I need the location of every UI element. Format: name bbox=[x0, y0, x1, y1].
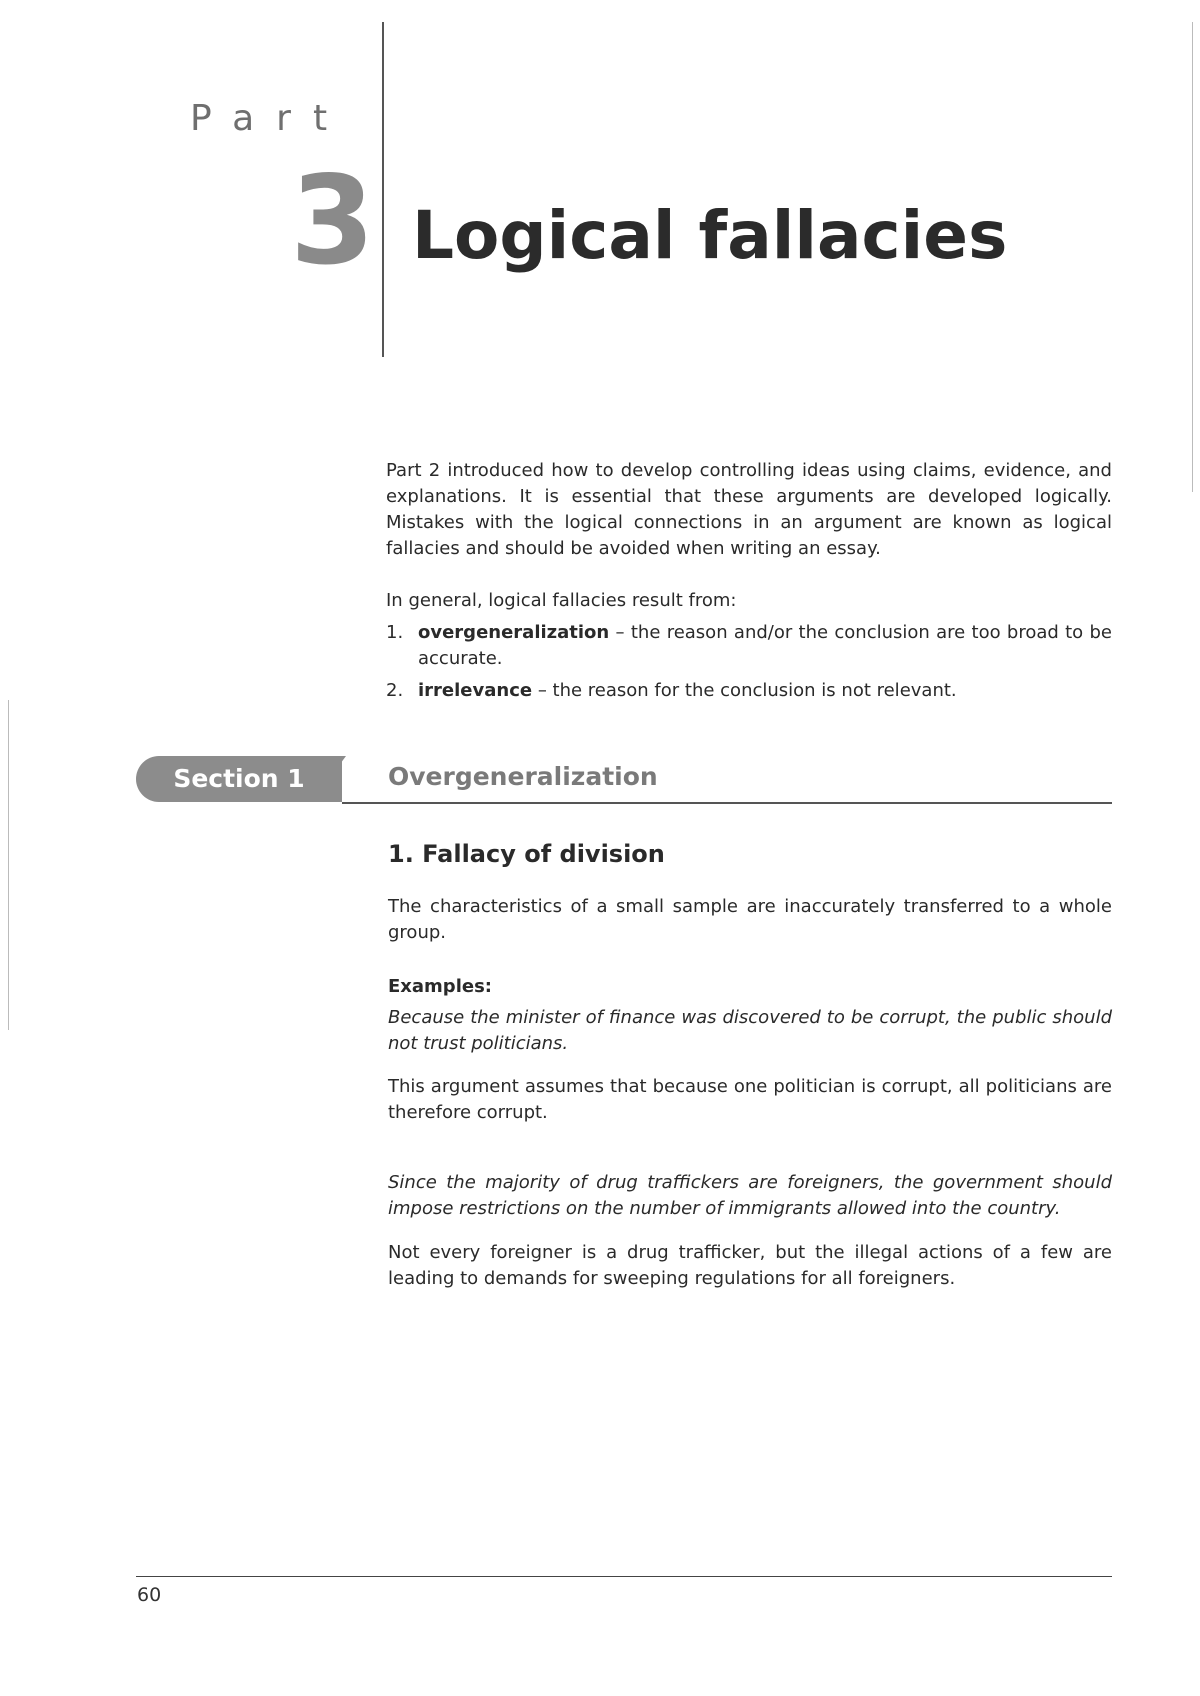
examples-label: Examples: bbox=[388, 976, 492, 997]
section-badge: Section 1 bbox=[136, 756, 342, 802]
list-number: 1. bbox=[386, 622, 404, 643]
list-text: – the reason for the conclusion is not relevant. bbox=[532, 680, 957, 701]
heading-divider bbox=[382, 22, 384, 357]
list-term: irrelevance bbox=[418, 680, 533, 701]
causes-list bbox=[386, 620, 1112, 710]
page-number: 60 bbox=[137, 1584, 162, 1606]
fallacy-heading: 1. Fallacy of division bbox=[388, 840, 665, 868]
list-text: – the reason and/or the conclusion are too broad to be accurate. bbox=[418, 622, 1112, 669]
section-title: Overgeneralization bbox=[388, 762, 658, 791]
fallacy-description: The characteristics of a small sample are inaccurately transferred to a whole group. bbox=[388, 896, 1112, 943]
intro-paragraph: Part 2 introduced how to develop controlling ideas using claims, evidence, and explanations. It is essential that these arguments are developed logically. Mistakes with the logical connections in an argument are known as logical fallacies and should be avoided when writing an essay. bbox=[386, 460, 1112, 559]
section-badge-tail bbox=[312, 756, 346, 802]
general-lead: In general, logical fallacies result from: bbox=[386, 590, 737, 611]
example-1-explanation: This argument assumes that because one politician is corrupt, all politicians are therefore corrupt. bbox=[388, 1076, 1112, 1123]
part-label: Part bbox=[190, 98, 350, 139]
section-rule bbox=[342, 802, 1112, 804]
example-2-explanation: Not every foreigner is a drug trafficker, but the illegal actions of a few are leading to demands for sweeping regulations for all foreigners. bbox=[388, 1242, 1112, 1289]
list-item bbox=[386, 620, 1112, 672]
list-number: 2. bbox=[386, 680, 404, 701]
list-term: overgeneralization bbox=[418, 622, 610, 643]
scan-edge-mark bbox=[1192, 22, 1193, 492]
scan-edge-mark bbox=[8, 700, 9, 1030]
example-1: Because the minister of finance was discovered to be corrupt, the public should not trust politicians. bbox=[388, 1007, 1112, 1054]
list-item bbox=[386, 678, 1112, 704]
example-2: Since the majority of drug traffickers are foreigners, the government should impose restrictions on the number of immigrants allowed into the country. bbox=[388, 1172, 1112, 1219]
chapter-title: Logical fallacies bbox=[412, 197, 1008, 274]
part-number: 3 bbox=[290, 150, 375, 292]
footer-rule bbox=[136, 1576, 1112, 1577]
